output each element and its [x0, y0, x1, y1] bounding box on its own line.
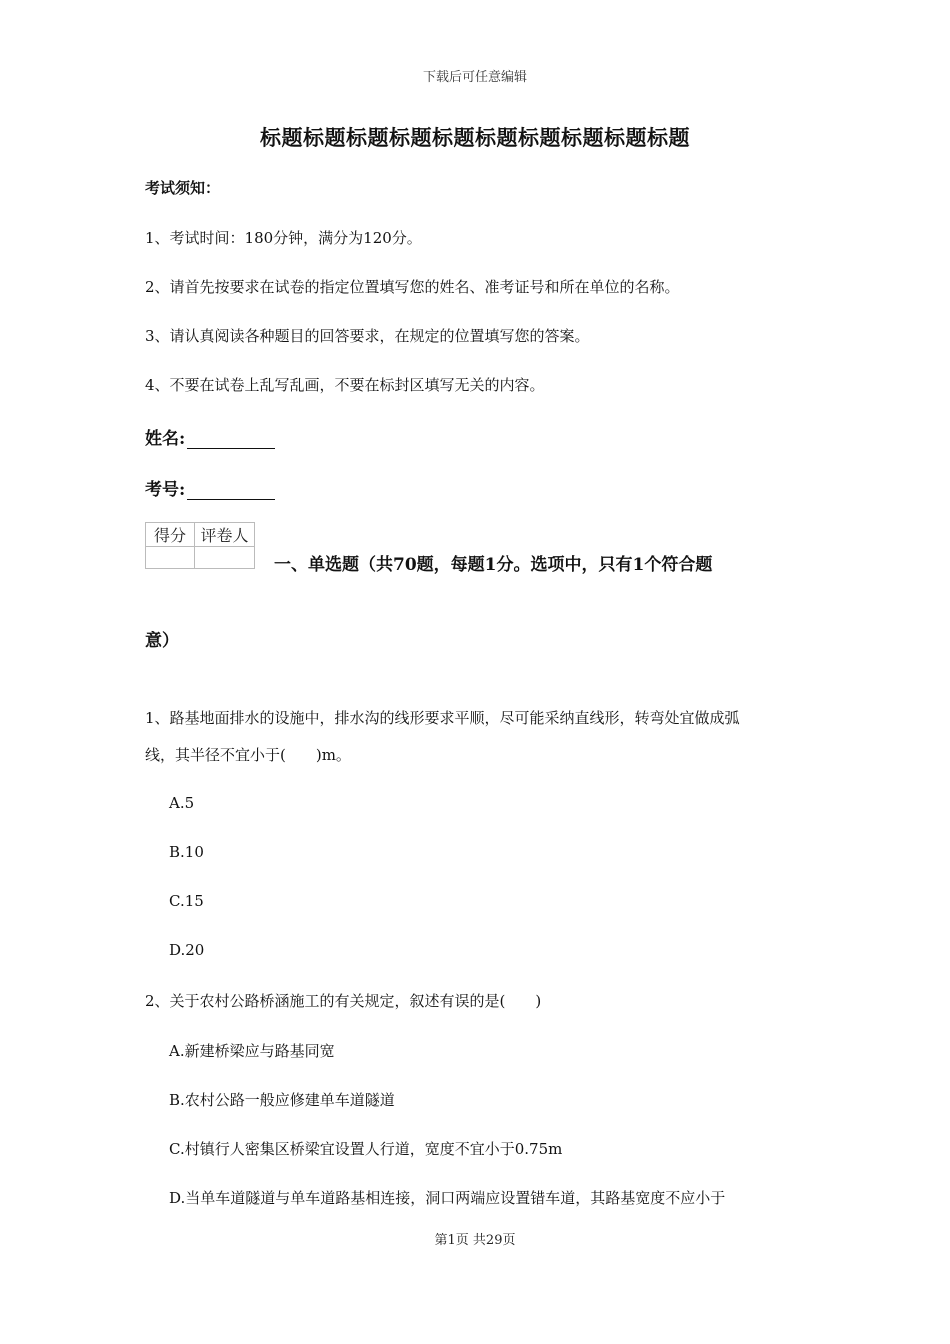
section-title: 一、单选题（共70题，每题1分。选项中，只有1个符合题 — [274, 555, 713, 575]
document-title: 标题标题标题标题标题标题标题标题标题标题 — [260, 125, 690, 150]
grader-cell[interactable] — [195, 547, 255, 569]
score-table — [145, 522, 255, 569]
instruction-item: 4、不要在试卷上乱写乱画，不要在标封区填写无关的内容。 — [145, 376, 545, 394]
option-d: D.20 — [169, 941, 205, 959]
section-title-continued: 意） — [145, 631, 179, 651]
header-note: 下载后可任意编辑 — [422, 70, 527, 85]
option-a: A.5 — [169, 794, 195, 812]
page-footer: 第1页 共29页 — [434, 1233, 516, 1248]
exam-id-label: 考号: — [145, 480, 186, 500]
exam-id-field[interactable] — [145, 475, 275, 500]
score-cell[interactable] — [146, 547, 195, 569]
exam-id-blank-line[interactable] — [187, 481, 275, 500]
option-c: C.村镇行人密集区桥梁宜设置人行道，宽度不宜小于0.75m — [169, 1140, 563, 1158]
question-text: 1、路基地面排水的设施中，排水沟的线形要求平顺，尽可能采纳直线形，转弯处宜做成弧 — [145, 709, 740, 727]
instruction-item: 3、请认真阅读各种题目的回答要求，在规定的位置填写您的答案。 — [145, 327, 590, 345]
option-c: C.15 — [169, 892, 204, 910]
score-header: 得分 — [146, 523, 195, 547]
option-b: B.10 — [169, 843, 204, 861]
instruction-item: 2、请首先按要求在试卷的指定位置填写您的姓名、准考证号和所在单位的名称。 — [145, 278, 680, 296]
question-text: 2、关于农村公路桥涵施工的有关规定，叙述有误的是( ) — [145, 992, 542, 1010]
instructions-heading: 考试须知： — [145, 179, 221, 197]
name-label: 姓名: — [145, 429, 186, 449]
option-a: A.新建桥梁应与路基同宽 — [169, 1042, 335, 1060]
instruction-item: 1、考试时间：180分钟，满分为120分。 — [145, 229, 422, 247]
grader-header: 评卷人 — [195, 523, 255, 547]
name-blank-line[interactable] — [187, 430, 275, 449]
name-field[interactable] — [145, 424, 275, 449]
question-text: 线，其半径不宜小于( )m。 — [145, 746, 351, 764]
option-b: B.农村公路一般应修建单车道隧道 — [169, 1091, 395, 1109]
option-d: D.当单车道隧道与单车道路基相连接，洞口两端应设置错车道，其路基宽度不应小于 — [169, 1189, 726, 1207]
